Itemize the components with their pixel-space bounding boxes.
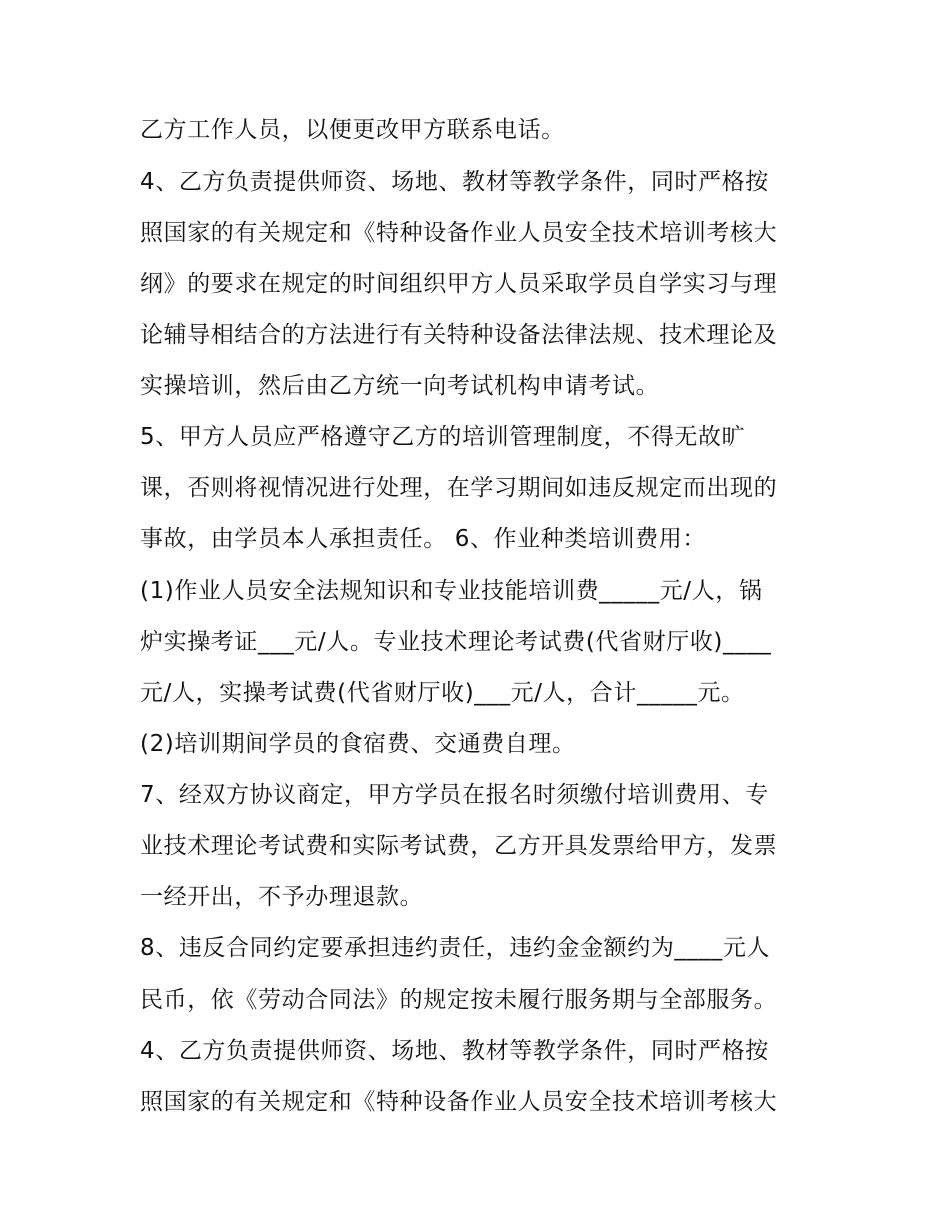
text-line: (2)培训期间学员的食宿费、交通费自理。 bbox=[140, 731, 576, 757]
text-line: 课，否则将视情况进行处理，在学习期间如违反规定而出现的 bbox=[140, 475, 778, 501]
text-line: 7、经双方协议商定，甲方学员在报名时须缴付培训费用、专 bbox=[140, 782, 769, 808]
text-line: 乙方工作人员，以便更改甲方联系电话。 bbox=[140, 117, 565, 143]
text-line: 炉实操考证___元/人。专业技术理论考试费(代省财厅收)____ bbox=[140, 629, 772, 655]
text-line: 民币，依《劳动合同法》的规定按未履行服务期与全部服务。 bbox=[140, 987, 778, 1013]
text-line: 8、违反合同约定要承担违约责任，违约金金额约为____元人 bbox=[140, 935, 771, 961]
text-line: 实操培训，然后由乙方统一向考试机构申请考试。 bbox=[140, 373, 660, 399]
text-line: 纲》的要求在规定的时间组织甲方人员采取学员自学实习与理 bbox=[140, 271, 778, 297]
text-line: 论辅导相结合的方法进行有关特种设备法律法规、技术理论及 bbox=[140, 322, 778, 348]
text-line: 4、乙方负责提供师资、场地、教材等教学条件，同时严格按 bbox=[140, 1038, 769, 1064]
text-line: 事故，由学员本人承担责任。 6、作业种类培训费用： bbox=[140, 526, 706, 552]
text-line: 照国家的有关规定和《特种设备作业人员安全技术培训考核大 bbox=[140, 220, 778, 246]
text-line: 4、乙方负责提供师资、场地、教材等教学条件，同时严格按 bbox=[140, 169, 769, 195]
text-line: 业技术理论考试费和实际考试费，乙方开具发票给甲方，发票 bbox=[140, 833, 778, 859]
text-line: (1)作业人员安全法规知识和专业技能培训费_____元/人，锅 bbox=[140, 578, 763, 604]
text-line: 5、甲方人员应严格遵守乙方的培训管理制度，不得无故旷 bbox=[140, 424, 746, 450]
text-line: 照国家的有关规定和《特种设备作业人员安全技术培训考核大 bbox=[140, 1089, 778, 1115]
text-line: 元/人，实操考试费(代省财厅收)___元/人，合计_____元。 bbox=[140, 680, 745, 706]
text-line: 一经开出，不予办理退款。 bbox=[140, 884, 424, 910]
